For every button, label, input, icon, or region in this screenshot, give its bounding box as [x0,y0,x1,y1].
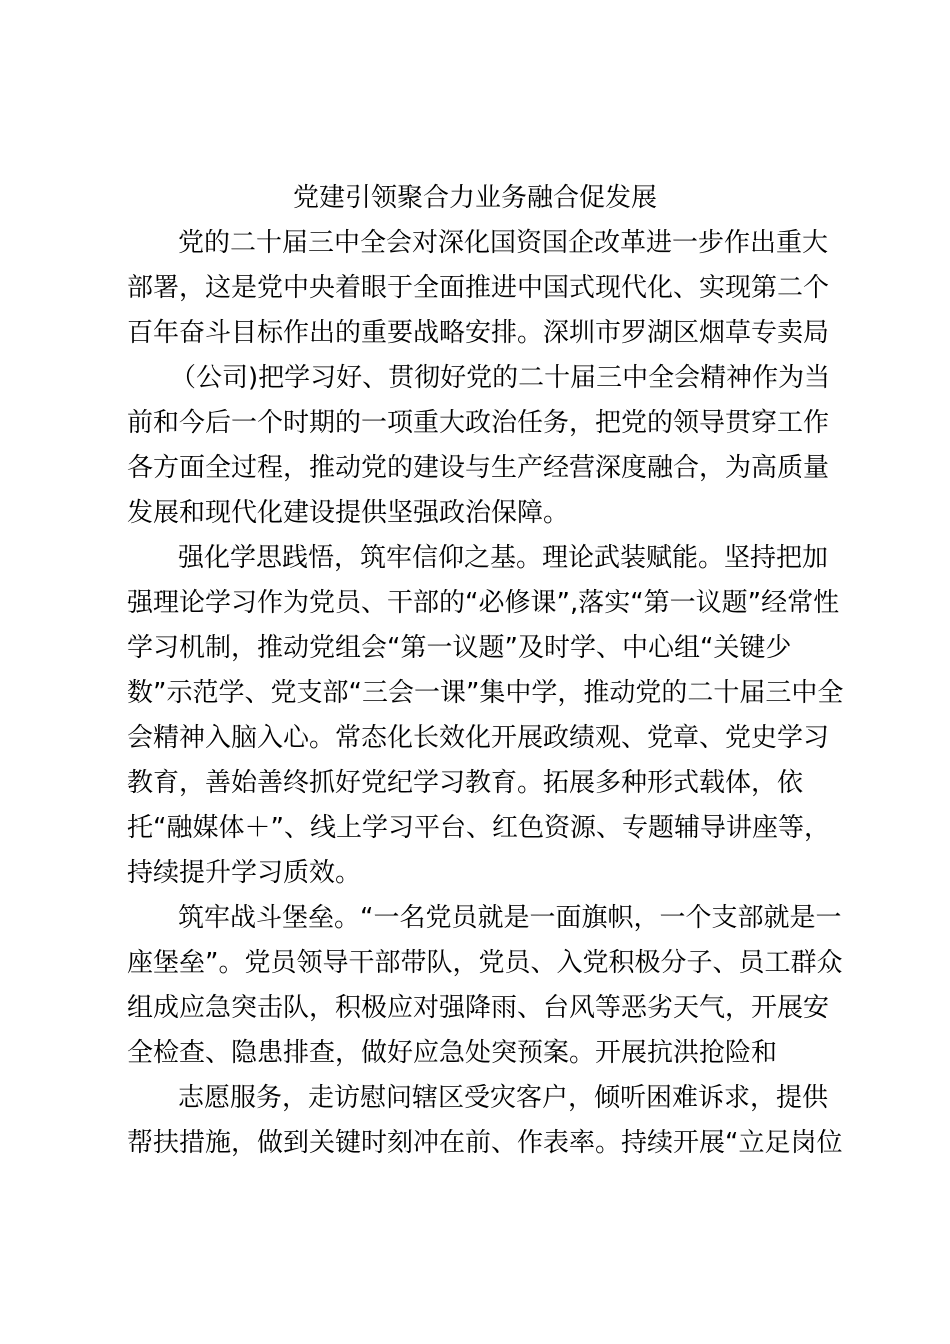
paragraph-line: 各方面全过程，推动党的建设与生产经营深度融合，为高质量 [127,453,830,483]
paragraph-line: 党的二十届三中全会对深化国资国企改革进一步作出重大 [178,228,829,258]
document-title: 党建引领聚合力业务融合促发展 [292,183,657,213]
paragraph-line: 持续提升学习质效。 [127,858,362,888]
paragraph-line: 托“融媒体＋”、线上学习平台、红色资源、专题辅导讲座等， [127,813,830,843]
paragraph-line: 座堡垒”。党员领导干部带队，党员、入党积极分子、员工群众 [127,948,843,978]
paragraph-line: 发展和现代化建设提供坚强政治保障。 [127,498,570,528]
paragraph-line: 筑牢战斗堡垒。“一名党员就是一面旗帜，一个支部就是一 [178,903,842,933]
paragraph-line: 志愿服务，走访慰问辖区受灾客户，倾听困难诉求，提供 [178,1083,829,1113]
paragraph-line: 强化学思践悟，筑牢信仰之基。理论武装赋能。坚持把加 [178,543,829,573]
paragraph-line: 教育，善始善终抓好党纪学习教育。拓展多种形式载体，依 [127,768,804,798]
paragraph-line: 数”示范学、党支部“三会一课”集中学，推动党的二十届三中全 [127,678,844,708]
paragraph-line: （公司)把学习好、贯彻好党的二十届三中全会精神作为当 [170,363,831,393]
paragraph-line: 全检查、隐患排查，做好应急处突预案。开展抗洪抢险和 [127,1038,778,1068]
paragraph-line: 学习机制，推动党组会“第一议题”及时学、中心组“关键少 [127,633,792,663]
paragraph-line: 会精神入脑入心。常态化长效化开展政绩观、党章、党史学习 [127,723,830,753]
paragraph-line: 组成应急突击队，积极应对强降雨、台风等恶劣天气，开展安 [127,993,830,1023]
paragraph-line: 部署，这是党中央着眼于全面推进中国式现代化、实现第二个 [127,273,830,303]
paragraph-line: 强理论学习作为党员、干部的“必修课”,落实“第一议题”经常性 [127,588,840,618]
paragraph-line: 前和今后一个时期的一项重大政治任务，把党的领导贯穿工作 [127,408,830,438]
paragraph-line: 百年奋斗目标作出的重要战略安排。深圳市罗湖区烟草专卖局 [127,318,830,348]
paragraph-line: 帮扶措施，做到关键时刻冲在前、作表率。持续开展“立足岗位 [127,1128,843,1158]
